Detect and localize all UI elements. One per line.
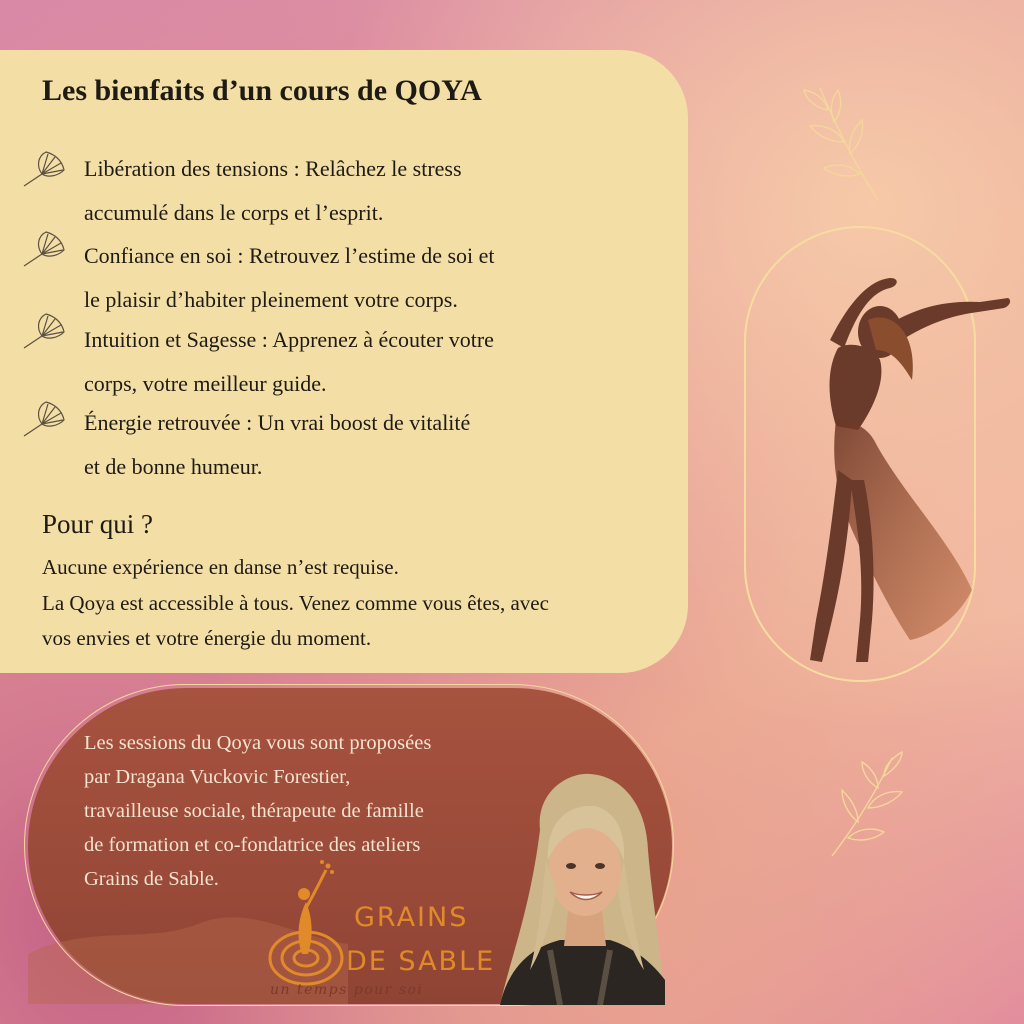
for-who-line-1: Aucune expérience en danse n’est requise. xyxy=(42,555,399,579)
bio-line-2: par Dragana Vuckovic Forestier, xyxy=(84,766,351,788)
grains-de-sable-logo xyxy=(262,858,496,998)
ginkgo-leaf-icon xyxy=(18,228,68,278)
ginkgo-leaf-icon xyxy=(18,398,68,448)
benefit-2-line-1: Confiance en soi : Retrouvez l’estime de soi et xyxy=(84,243,495,268)
leaf-sprig-icon xyxy=(798,80,888,205)
ginkgo-leaf-icon xyxy=(18,310,68,360)
benefit-1-line-2: accumulé dans le corps et l’esprit. xyxy=(84,200,384,225)
leaf-sprig-icon xyxy=(822,750,912,860)
dancer-silhouette xyxy=(740,270,1020,690)
for-who-line-2: La Qoya est accessible à tous. Venez comme vous êtes, avec xyxy=(42,591,549,615)
ginkgo-leaf-icon xyxy=(18,148,68,198)
benefit-4-line-2: et de bonne humeur. xyxy=(84,454,263,479)
benefit-2-line-2: le plaisir d’habiter pleinement votre corps. xyxy=(84,287,458,312)
logo-tagline: un temps pour soi xyxy=(270,982,424,998)
bio-line-4: de formation et co-fondatrice des ateliers xyxy=(84,834,421,856)
benefits-title: Les bienfaits d’un cours de QOYA xyxy=(42,74,482,107)
for-who-heading: Pour qui ? xyxy=(42,509,153,539)
bio-line-3: travailleuse sociale, thérapeute de famille xyxy=(84,800,424,822)
benefit-4-line-1: Énergie retrouvée : Un vrai boost de vitalité xyxy=(84,410,471,435)
logo-text-line-2: DE SABLE xyxy=(346,946,496,977)
for-who-line-3: vos envies et votre énergie du moment. xyxy=(42,626,372,650)
portrait-photo xyxy=(490,770,665,1005)
benefit-3-line-2: corps, votre meilleur guide. xyxy=(84,371,327,396)
benefit-1-line-1: Libération des tensions : Relâchez le stress xyxy=(84,156,462,181)
benefit-3-line-1: Intuition et Sagesse : Apprenez à écouter votre xyxy=(84,327,494,352)
logo-text-line-1: GRAINS xyxy=(354,902,469,933)
bio-line-5: Grains de Sable. xyxy=(84,868,219,890)
bio-line-1: Les sessions du Qoya vous sont proposées xyxy=(84,732,432,754)
